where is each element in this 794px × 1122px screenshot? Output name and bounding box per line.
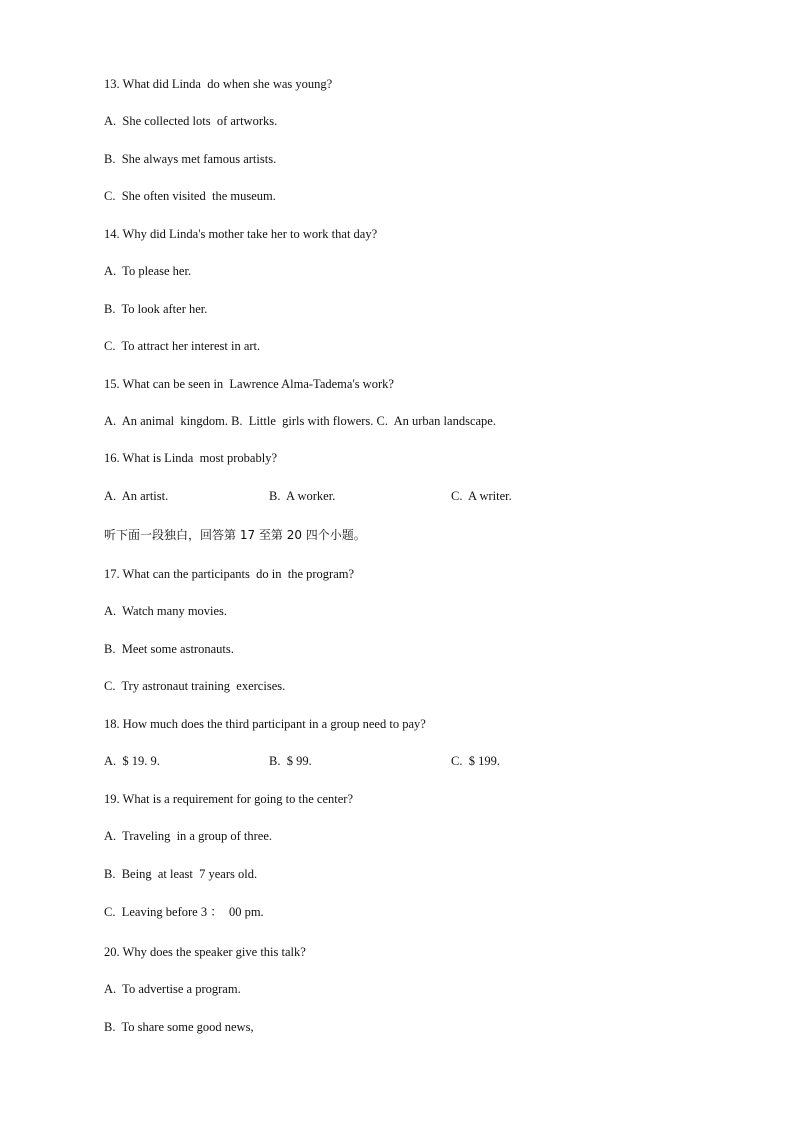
question-19-stem: 19. What is a requirement for going to the center? (104, 792, 353, 806)
question-13-stem: 13. What did Linda do when she was young? (104, 77, 333, 91)
question-14-option-c: C. To attract her interest in art. (104, 339, 261, 353)
question-13-option-c: C. She often visited the museum. (104, 189, 276, 203)
question-20-option-a: A. To advertise a program. (104, 982, 241, 996)
question-13-option-a: A. She collected lots of artworks. (104, 114, 278, 128)
question-14-stem: 14. Why did Linda's mother take her to work that day? (104, 227, 378, 241)
question-18-stem: 18. How much does the third participant in a group need to pay? (104, 717, 426, 731)
question-19-option-b: B. Being at least 7 years old. (104, 867, 258, 881)
question-16-option-c: C. A writer. (451, 489, 512, 503)
question-13-option-b: B. She always met famous artists. (104, 152, 277, 166)
question-17-option-b: B. Meet some astronauts. (104, 642, 234, 656)
question-17-stem: 17. What can the participants do in the program? (104, 567, 355, 581)
question-15-options: A. An animal kingdom. B. Little girls with flowers. C. An urban landscape. (104, 414, 496, 428)
question-19-option-a: A. Traveling in a group of three. (104, 829, 273, 843)
question-20-stem: 20. Why does the speaker give this talk? (104, 945, 306, 959)
question-15-stem: 15. What can be seen in Lawrence Alma-Tadema's work? (104, 377, 394, 391)
question-17-option-c: C. Try astronaut training exercises. (104, 679, 286, 693)
question-16-stem: 16. What is Linda most probably? (104, 451, 278, 465)
question-16-option-b: B. A worker. (269, 489, 336, 503)
question-19-option-c: C. Leaving before 3 ： 00 pm. (104, 905, 264, 919)
question-18-option-a: A. $ 19. 9. (104, 754, 160, 768)
question-16-option-a: A. An artist. (104, 489, 169, 503)
question-16-options (104, 488, 794, 504)
question-20-option-b: B. To share some good news, (104, 1020, 254, 1034)
question-14-option-b: B. To look after her. (104, 302, 208, 316)
question-18-options (104, 753, 794, 769)
question-18-option-b: B. $ 99. (269, 754, 312, 768)
question-14-option-a: A. To please her. (104, 264, 192, 278)
question-18-option-c: C. $ 199. (451, 754, 500, 768)
section-instruction: 听下面一段独白，回答第 17 至第 20 四个小题。 (104, 528, 366, 542)
question-17-option-a: A. Watch many movies. (104, 604, 228, 618)
